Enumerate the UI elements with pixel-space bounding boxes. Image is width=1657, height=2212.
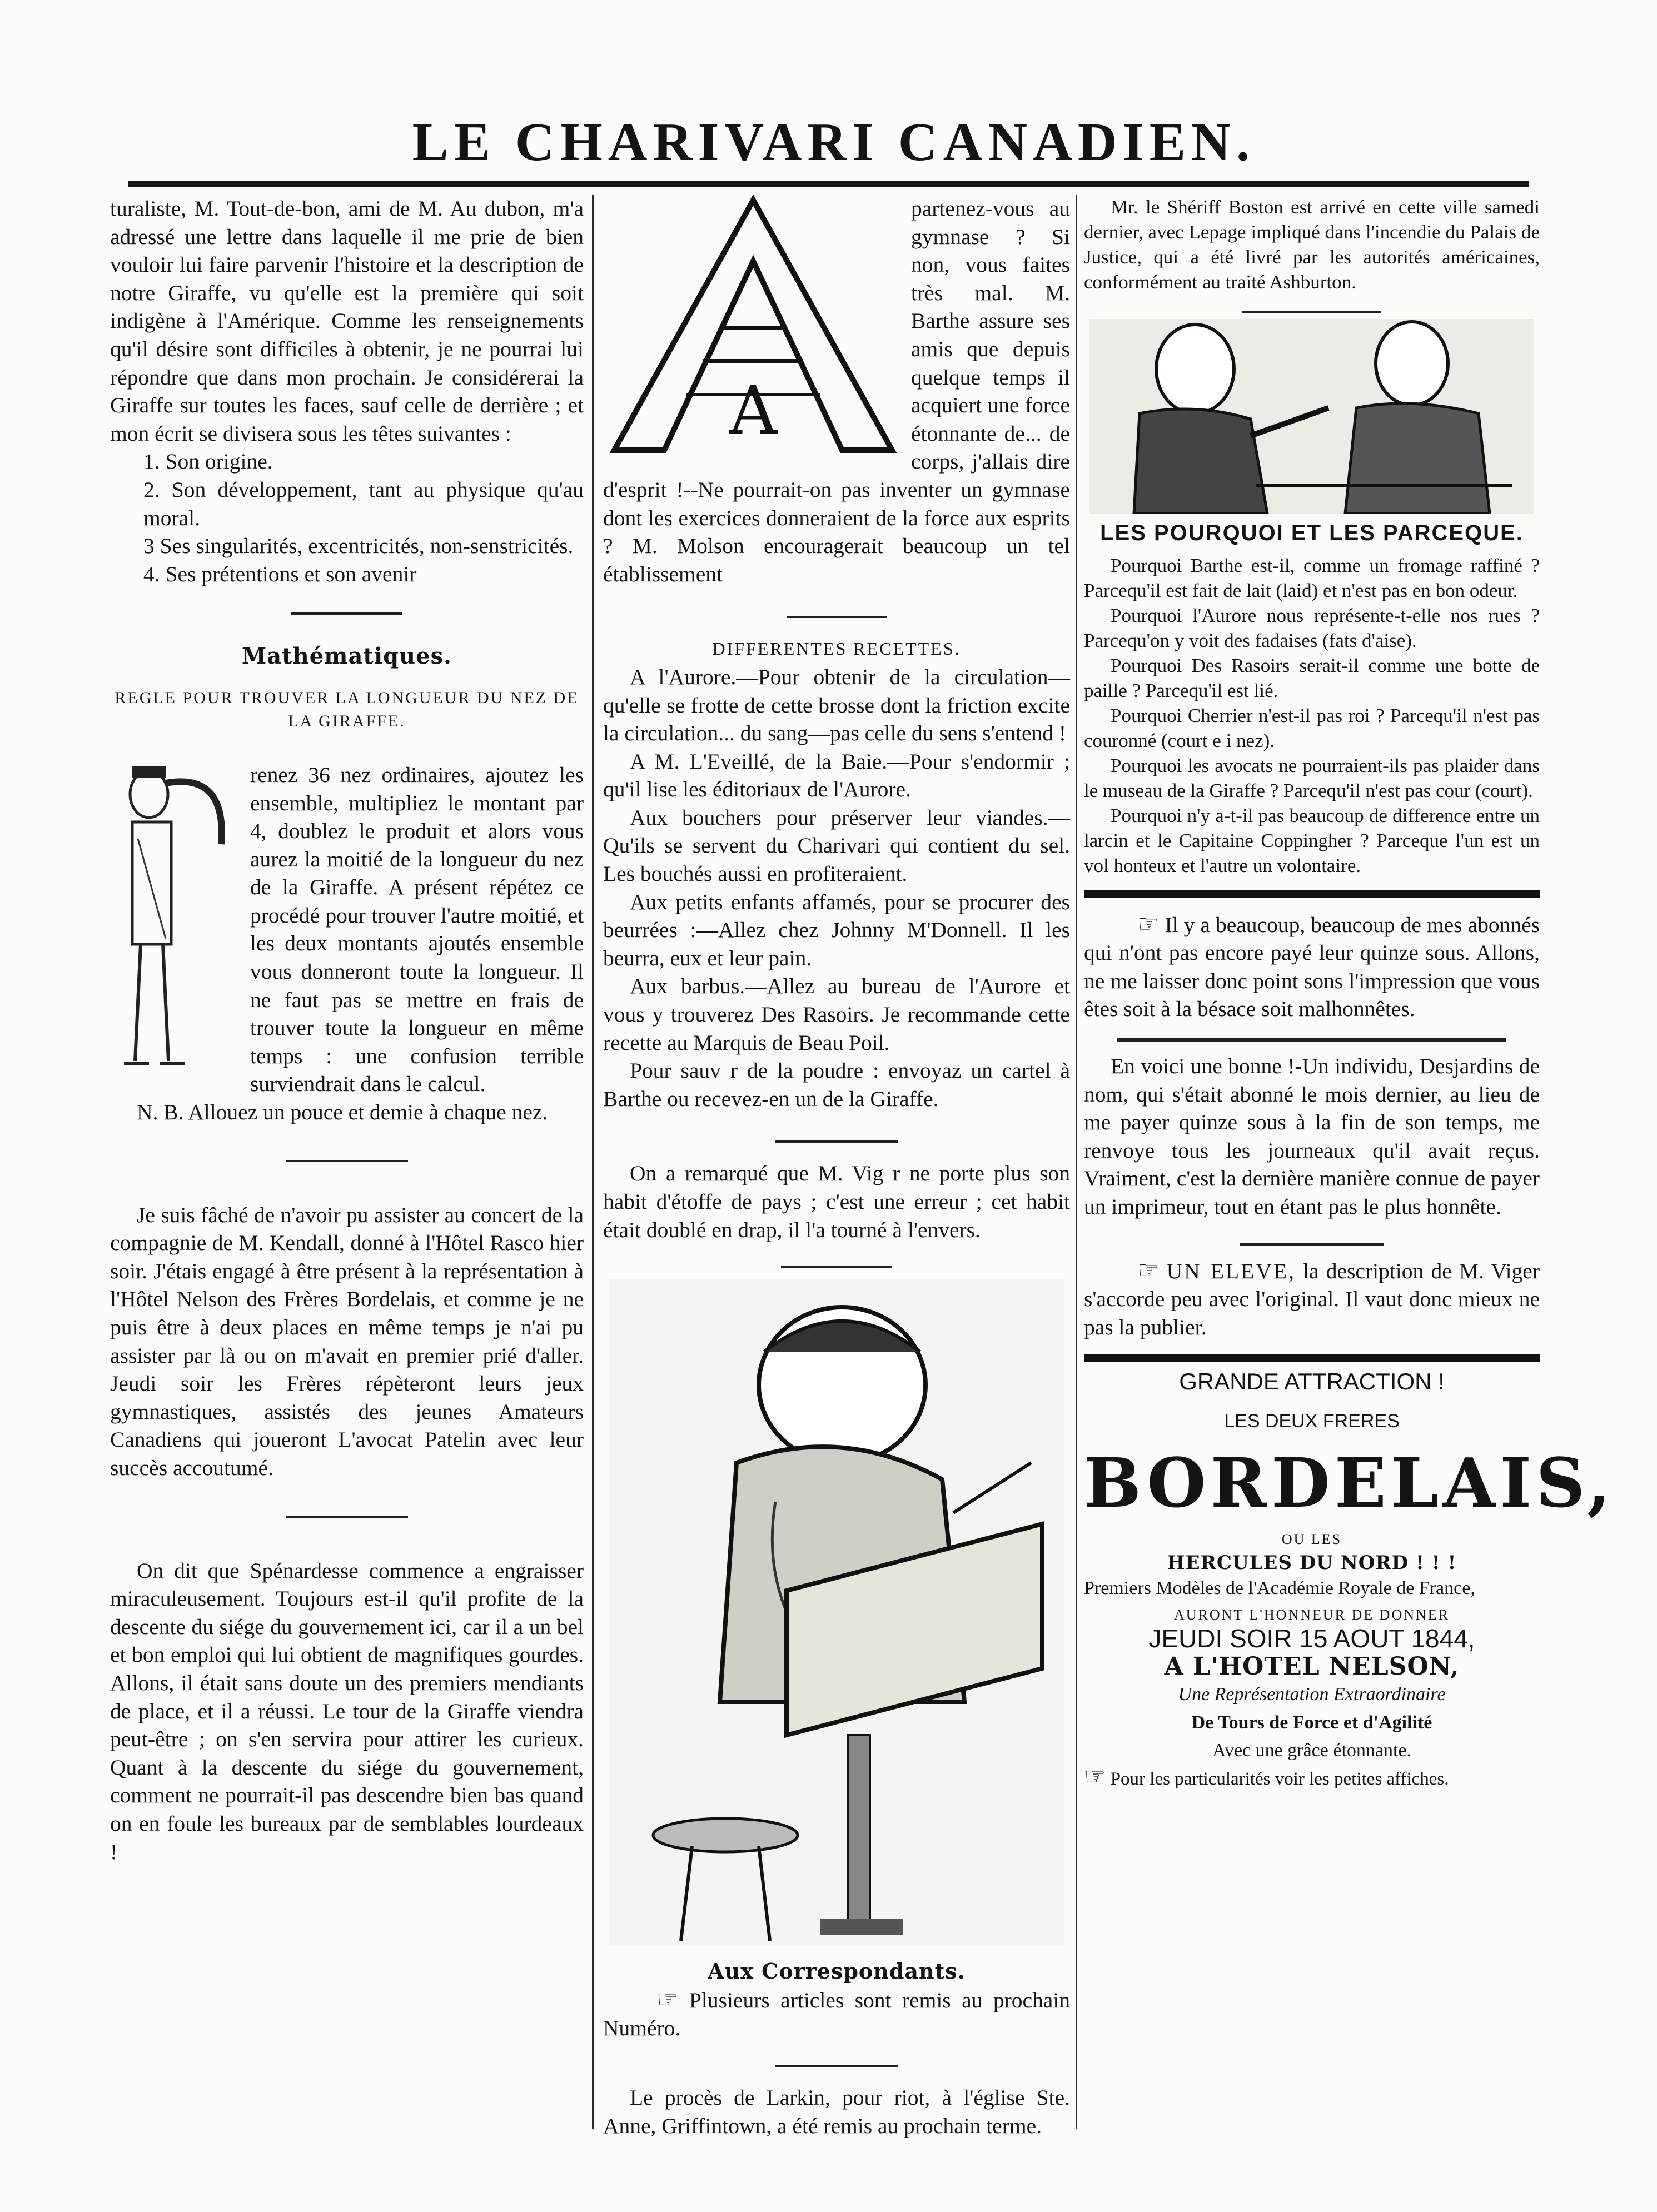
nb-paragraph: N. B. Allouez un pouce et demie à chaque nez. — [137, 1100, 548, 1125]
giraffe-man-illustration — [110, 761, 238, 1072]
ad-details: Pour les particularités voir les petites affiches. — [1110, 1769, 1449, 1790]
pointing-hand-icon: ☞ — [656, 1985, 679, 2013]
divider — [775, 2065, 898, 2067]
pourquoi-item: Pourquoi Des Rasoirs serait-il comme une botte de paille ? Parcequ'il est lié. — [1084, 654, 1540, 701]
divider — [787, 616, 887, 618]
larkin-paragraph: Le procès de Larkin, pour riot, à l'église Ste. Anne, Griffintown, a été remis au prochain terme. — [603, 2085, 1070, 2138]
list-item: 2. Son développement, tant au physique qu'au moral. — [143, 477, 584, 530]
recette-item: Aux bouchers pour préserver leur viandes.—Qu'ils se servent du Charivari qui contient du sel. Les bouchés aussi en profiteraient. — [603, 805, 1070, 886]
masthead: LE CHARIVARI CANADIEN. — [412, 112, 1256, 172]
recette-item: A l'Aurore.—Pour obtenir de la circulation—qu'elle se frotte de cette brosse dont la friction excite la circulation... du sang—pas celle du sens s'entend ! — [603, 664, 1070, 746]
section-title-mathematiques: Mathématiques. — [241, 643, 452, 670]
ad-tours-de-force: De Tours de Force et d'Agilité — [1191, 1712, 1432, 1733]
list-item: 4. Ses prétentions et son avenir — [143, 561, 417, 586]
column-3 — [1084, 195, 1615, 1791]
divider — [775, 1140, 898, 1143]
spenardesse-paragraph: On dit que Spénardesse commence a engraisser miraculeusement. Toujours est-il qu'il profite de la descente du siége du gouvernement ici, car il a un bel et bon emploi qui lui obtient de magnifiques gourdes. Allons, il était sans doute un des premiers mendiants de place, et il a réussi. Le tour de la Giraffe viendra peut-être ; on s'en servira pour attirer les curieux. Quant à la descente du siége du gouvernement, comment ne pourrait-il pas descendre bien bas quand on en foule les bureaux par de semblables lourdeaux ! — [110, 1558, 584, 1864]
divider — [1242, 311, 1381, 313]
column-1 — [110, 195, 584, 1866]
ad-premiers-modeles: Premiers Modèles de l'Académie Royale de France, — [1084, 1578, 1475, 1599]
ad-les-deux-freres: LES DEUX FRERES — [1224, 1410, 1400, 1432]
pourquoi-item: Pourquoi les avocats ne pourraient-ils pas plaider dans le museau de la Giraffe ? Parcequ'il n'est pas cour (court). — [1084, 754, 1540, 801]
math-body: renez 36 nez ordinaires, ajoutez les ensemble, multipliez le montant par 4, doublez le produit et alors vous aurez la moitié de la longueur du nez de la Giraffe. A présent répétez ce procédé pour trouver l'autre moitié, et les deux montants ajoutés ensemble vous donneront toute la longueur. Il ne faut pas se mettre en frais de trouver toute la longueur en même temps : une confusion terrible surviendrait dans le calcul. — [250, 762, 584, 1097]
eleve-paragraph: la description de M. Viger s'accorde peu avec l'original. Il vaut donc mieux ne pas la publier. — [1084, 1258, 1540, 1339]
ladder-letter-a-illustration — [603, 195, 903, 456]
ad-grace: Avec une grâce étonnante. — [1212, 1740, 1412, 1761]
pourquoi-item: Pourquoi Cherrier n'est-il pas roi ? Parcequ'il n'est pas couronné (court e i nez). — [1084, 704, 1540, 751]
ad-hercules: HERCULES DU NORD ! ! ! — [1167, 1551, 1457, 1574]
pointing-hand-icon: ☞ — [1084, 1763, 1106, 1791]
pourquoi-item: Pourquoi Barthe est-il, comme un fromage raffiné ? Parcequ'il est fait de lait (laid) et n'est pas en bon odeur. — [1084, 554, 1540, 601]
abonnes-paragraph: Il y a beaucoup, beaucoup de mes abonnés qui n'ont pas encore payé leur quinze sous. Allons, ne me laisser donc point sons l'impression que vous êtes soit à la bésace soit malhonnêtes. — [1084, 912, 1540, 1022]
rule-title: REGLE POUR TROUVER LA LONGUEUR DU NEZ DE LA GIRAFFE. — [115, 688, 579, 730]
drop-cap-a: A — [729, 372, 778, 450]
section-title-correspondants: Aux Correspondants. — [708, 1959, 966, 1984]
viger-paragraph: On a remarqué que M. Vig r ne porte plus son habit d'étoffe de pays ; c'est une erreur ; cet habit était doublé en drap, il l'a tourné à l'envers. — [603, 1161, 1070, 1242]
divider — [286, 1160, 408, 1162]
desjardins-paragraph: En voici une bonne !-Un individu, Desjardins de nom, qui s'était abonné le mois dernier, au lieu de me payer quinze sous à la fin de son temps, me renvoye tous les journeaux qu'il avait reçus. Vraiment, c'est la dernière manière connue de payer un imprimeur, tout en étant pas le plus honnête. — [1084, 1053, 1540, 1219]
list-item: 1. Son origine. — [143, 449, 273, 474]
advertisement-bordelais — [1084, 1368, 1615, 1791]
ad-representation: Une Représentation Extraordinaire — [1178, 1684, 1446, 1705]
column-2 — [603, 195, 1070, 2140]
sheriff-paragraph: Mr. le Shériff Boston est arrivé en cette ville samedi dernier, avec Lepage impliqué dans l'incendie du Palais de Justice, qui a été livré par les autorités américaines, conformément au traité Ashburton. — [1084, 196, 1540, 293]
ad-date: JEUDI SOIR 15 AOUT 1844, — [1148, 1624, 1475, 1653]
pourquoi-item: Pourquoi l'Aurore nous représente-t-elle nos rues ? Parcequ'on y voit des fadaises (fats d'aise). — [1084, 604, 1540, 651]
two-men-arguing-illustration — [1089, 319, 1534, 514]
gymnase-paragraph: partenez-vous au gymnase ? Si non, vous faites très mal. M. Barthe assure ses amis que depuis quelque temps il acquiert une force étonnante de... de corps, j'allais dire d'esprit !--Ne pourrait-on pas inventer un gymnase dont les exercices donneraient de la force aux esprits ? M. Molson encouragerait beaucoup un tel établissement — [603, 196, 1070, 586]
pourquoi-item: Pourquoi n'y a-t-il pas beaucoup de difference entre un larcin et le Capitaine Coppingher ? Parceque l'un est un vol honteux et l'autre un volontaire. — [1084, 804, 1540, 876]
recette-item: A M. L'Eveillé, de la Baie.—Pour s'endormir ; qu'il lise les éditoriaux de l'Aurore. — [603, 749, 1070, 802]
divider — [781, 1266, 892, 1268]
recette-item: Aux barbus.—Allez au bureau de l'Aurore et vous y trouverez Des Rasoirs. Je recommande cette recette au Marquis de Beau Poil. — [603, 974, 1070, 1055]
recette-item: Aux petits enfants affamés, pour se procurer des beurrées :—Allez chez Johnny M'Donnell. Il les beurra, eux et leur pain. — [603, 889, 1070, 970]
naturalist-paragraph: turaliste, M. Tout-de-bon, ami de M. Au dubon, m'a adressé une lettre dans laquelle il me prie de bien vouloir lui faire parvenir l'histoire et la description de notre Giraffe, vu qu'elle est la première qui soit indigène à l'Amérique. Comme les renseignements qu'il désire sont difficiles à obtenir, je ne pourrai lui répondre que dans mon prochain. Je considérerai la Giraffe sur toutes les faces, sauf celle de derrière ; et mon écrit se divisera sous les têtes suivantes : — [110, 196, 584, 446]
pointing-hand-icon: ☞ — [1137, 1256, 1160, 1284]
masthead-rule — [128, 181, 1529, 187]
thick-divider — [1084, 1354, 1540, 1362]
ad-headline: GRANDE ATTRACTION ! — [1179, 1368, 1445, 1395]
recettes-title: DIFFERENTES RECETTES. — [712, 639, 961, 659]
divider — [1117, 1038, 1506, 1042]
pointing-hand-icon: ☞ — [1137, 910, 1160, 938]
list-item: 3 Ses singularités, excentricités, non-senstricités. — [143, 534, 574, 559]
divider — [291, 612, 402, 615]
ad-hotel: A L'HOTEL NELSON, — [1164, 1652, 1460, 1681]
concert-paragraph: Je suis fâché de n'avoir pu assister au concert de la compagnie de M. Kendall, donné à l'Hôtel Rasco hier soir. J'étais engagé à être présent à la représentation à l'Hôtel Nelson des Frères Bordelais, et comme je ne puis être à deux places en même temps je n'ai pu assister par là ou on m'avait en premier prié d'aller. Jeudi soir les Frères répèteront leurs jeux gymnastiques, assistés des jeunes Amateurs Canadiens qui joueront L'avocat Patelin avec leur succès accoutumé. — [110, 1202, 584, 1480]
recette-item: Pour sauv r de la poudre : envoyaz un cartel à Barthe ou recevez-en un de la Giraffe. — [603, 1058, 1070, 1111]
correspondants-body: Plusieurs articles sont remis au prochain Numéro. — [603, 1987, 1071, 2041]
column-divider-1 — [592, 195, 594, 2129]
divider — [286, 1516, 408, 1518]
column-divider-2 — [1076, 195, 1077, 2129]
writer-at-desk-illustration — [609, 1279, 1064, 1946]
ad-bordelais-name: BORDELAIS, — [1084, 1442, 1615, 1523]
ad-ou-les: OU LES — [1281, 1531, 1342, 1547]
thick-divider — [1084, 890, 1540, 898]
illustration-caption: LES POURQUOI ET LES PARCEQUE. — [1100, 521, 1524, 545]
ad-auront: AURONT L'HONNEUR DE DONNER — [1173, 1607, 1450, 1623]
eleve-label: UN ELEVE, — [1166, 1258, 1296, 1283]
divider — [1240, 1243, 1384, 1246]
